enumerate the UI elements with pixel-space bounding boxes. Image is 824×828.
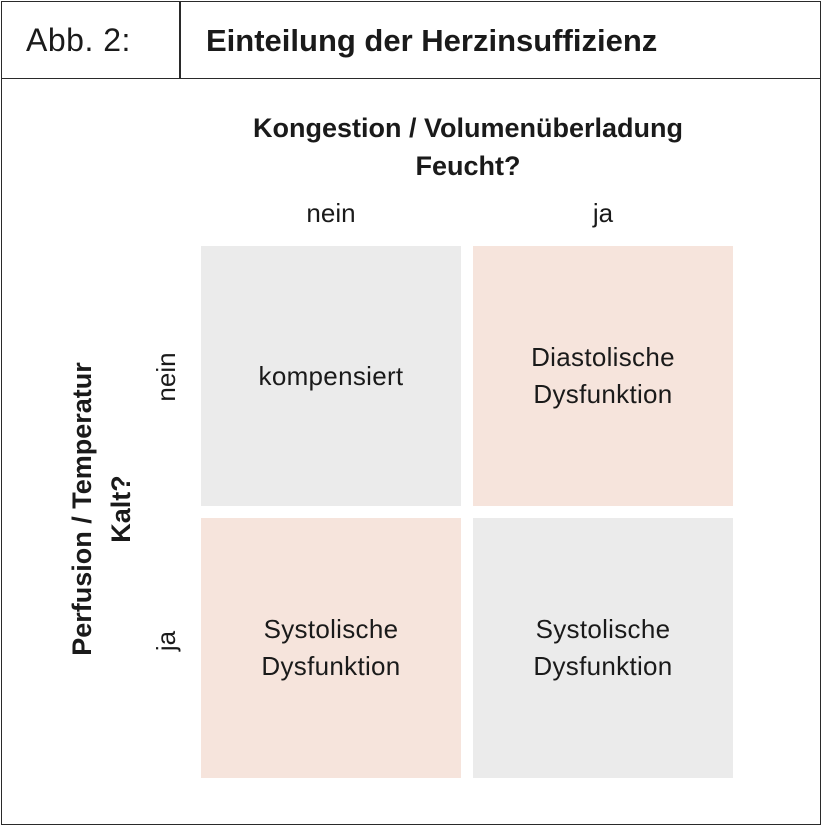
row-axis-title: Perfusion / Temperatur (67, 362, 97, 656)
column-label-nein: nein (306, 198, 356, 228)
row-axis-subtitle: Kalt? (106, 475, 136, 543)
cell-diastolic-dysfunction (473, 246, 733, 506)
column-label-ja: ja (592, 198, 614, 228)
cell-diastolic-dysfunction-label: Diastolische Dysfunktion (531, 342, 675, 409)
cell-compensated (201, 246, 461, 506)
cell-compensated-label: kompensiert (258, 360, 404, 391)
cell-systolic-dysfunction-right (473, 518, 733, 778)
row-label-ja: ja (151, 630, 181, 652)
cell-systolic-dysfunction-left-label: Systolische Dysfunktion (261, 614, 401, 681)
figure-label: Abb. 2: (26, 22, 131, 58)
cell-systolic-dysfunction-right-label: Systolische Dysfunktion (533, 614, 673, 681)
row-label-nein: nein (151, 352, 181, 402)
header-divider (179, 2, 181, 79)
column-axis-subtitle: Feucht? (415, 151, 521, 181)
figure-title: Einteilung der Herzinsuffizienz (206, 23, 658, 58)
column-axis-title: Kongestion / Volumenüberladung (253, 113, 683, 143)
figure-header (2, 2, 820, 79)
cell-systolic-dysfunction-left (201, 518, 461, 778)
